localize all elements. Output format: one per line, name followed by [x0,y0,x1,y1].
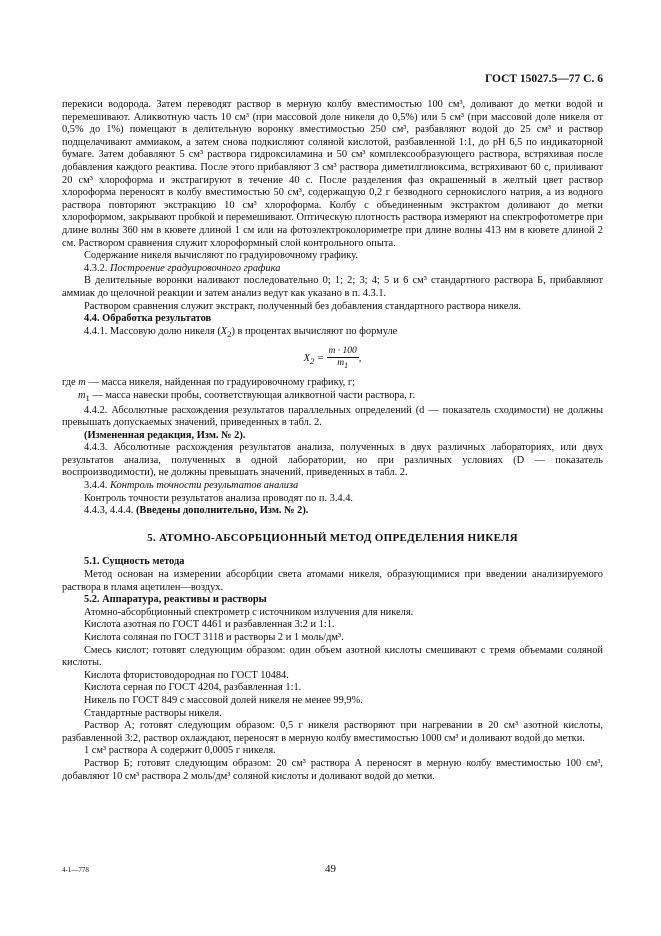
subsection-5-1-heading: 5.1. Сущность метода [84,556,185,568]
paragraph-4-4-3: 4.4.3. Абсолютные расхождения результатов анализа, полученных в двух различных лабораториях, или двух результатов анализа, полученных в одной лаборатории, но при различных условиях (D — показатель воспроизводимости), не должны превышать значений, приведенных в табл. 2. [62,442,603,479]
reagent-item: Смесь кислот; готовят следующим образом: один объем азотной кислоты смешивают с тремя объемами соляной кислоты. [62,644,603,669]
formula-denominator [327,358,359,371]
reagent-item: Атомно-абсорбционный спектрометр с источником излучения для никеля. [84,606,414,618]
subsection-3-4-4 [62,480,603,493]
symbol-m1: m [78,389,86,401]
symbol-m1-sub: 1 [85,392,90,403]
subsection-title: Построение градуировочного графика [110,262,281,274]
subsection-title: Контроль точности результатов анализа [110,480,299,492]
variable-x: X [220,325,228,337]
text-fragment: ) в процентах вычисляют по формуле [231,325,398,337]
denominator-var: m [337,358,345,369]
subsection-5-2-heading: 5.2. Аппаратура, реактивы и растворы [84,594,267,606]
where-prefix: где [62,377,79,389]
paragraph-method-principle: Метод основан на измерении абсорбции света атомами никеля, образующимися при введении анализируемого раствора в пламя ацетилен—воздух. [62,569,603,593]
formula-lhs: X [303,353,310,365]
subsection-4-4-heading: 4.4. Обработка результатов [84,313,212,325]
reagent-item: Стандартные растворы никеля. [84,707,222,719]
formula-x2 [62,346,603,371]
reagent-item: Кислота серная по ГОСТ 4204, разбавленная 1:1. [84,682,302,694]
paragraph-4-4-2: 4.4.2. Абсолютные расхождения результатов параллельных определений (d — показатель сходимости) не должны превышать допускаемых значений, приведенных в табл. 2. [62,404,603,429]
reagent-item: Кислота соляная по ГОСТ 3118 и растворы 2 и 1 моль/дм³. [84,632,344,644]
formula-equals: = [314,353,327,365]
denominator-sub: 1 [344,361,349,371]
subsection-number: 4.3.2. [84,262,108,274]
reagent-item: Никель по ГОСТ 849 с массовой долей никеля не менее 99,9%. [84,694,363,706]
paragraph-accuracy-control: Контроль точности результатов анализа проводят по п. 3.4.4. [84,492,354,504]
paragraph-4-4-1 [62,326,603,341]
where-text: — масса никеля, найденная по градуировочному графику, г; [85,377,355,389]
subsection-number: 3.4.4. [84,480,108,492]
amendment-note-2 [62,505,603,518]
amendment-note-1: (Измененная редакция, Изм. № 2). [84,429,246,441]
amendment-refs: 4.4.3, 4.4.4. [84,505,136,517]
formula-numerator: m · 100 [328,346,357,357]
paragraph-calibration: В делительные воронки наливают последовательно 0; 1; 2; 3; 4; 5 и 6 см³ стандартного раствора Б, прибавляют аммиак до щелочной реакции и затем анализ ведут как указано в п. 4.3.1. [62,275,603,299]
page-number: 49 [325,863,336,875]
page-content [62,99,603,783]
running-header: ГОСТ 15027.5—77 С. 6 [484,73,603,85]
where-text: — масса навески пробы, соответствующая аликвотной части раствора, г. [89,389,416,401]
print-code: 4-1—778 [62,866,89,874]
paragraph-reference-solution: Раствором сравнения служит экстракт, полученный без добавления стандартного раствора никеля. [84,300,521,312]
reagent-item: 1 см³ раствора А содержит 0,0005 г никеля. [84,745,276,757]
reagent-item: Раствор А; готовят следующим образом: 0,5 г никеля растворяют при нагревании в 20 см³ азотной кислоты, разбавленной 3:2, раствор охлаждают, переносят в мерную колбу вместимостью 1000 см³ и доливают водой до метки. [62,720,603,744]
paragraph-calculation-note: Содержание никеля вычисляют по градуировочному графику. [84,250,358,262]
where-line-2 [62,390,603,405]
symbol-m: m [78,377,86,389]
formula-fraction [327,346,359,371]
paragraph-extraction-procedure: перекиси водорода. Затем переводят раствор в мерную колбу вместимостью 100 см³, доливают до метки водой и перемешивают. Аликвотную часть 10 см³ (при массовой доле никеля до 0,5%) или 5 см³ (при массовой доле никеля от 0,5% до 1%) помещают в делительную воронку вместимостью 250 см³, разбавляют водой до 25 см³ и раствор подщелачивают аммиаком, а затем снова подкисляют соляной кислотой, разбавленной 1:1, до pH 6,5 по индикаторной бумаге. Затем добавляют 5 см³ раствора гидроксиламина и 50 см³ комплексообразующего раствора, встряхивая после добавления каждого реактива. После этого прибавляют 3 см³ раствора диметилглиоксима, встряхивают 60 с, приливают 20 см³ хлороформа и экстрагируют в течение 40 с. После разделения фаз окрашенный в желтый цвет раствор хлороформа переносят в колбу вместимостью 50 см³, содержащую 0,2 г безводного сернокислого натрия, а из водного раствора повторяют экстракцию 10 см³ хлороформа. Колбу с объединенным экстрактом доливают до метки хлороформом, закрывают пробкой и перемешивают. Оптическую плотность раствора измеряют на спектрофотометре при длине волны 360 нм в кювете длиной 1 см или на фотоэлектроколориметре при длине волны 413 нм в кювете длиной 2 см. Раствором сравнения служит хлороформный слой контрольного опыта. [62,99,603,249]
section-5-heading: 5. АТОМНО-АБСОРБЦИОННЫЙ МЕТОД ОПРЕДЕЛЕНИЯ НИКЕЛЯ [147,531,518,544]
amendment-text: (Введены дополнительно, Изм. № 2). [135,505,309,517]
reagent-item: Кислота фтористоводородная по ГОСТ 10484. [84,669,289,681]
formula-tail: , [358,353,362,365]
where-line-1 [62,377,603,390]
text-fragment: 4.4.1. Массовую долю никеля ( [84,325,221,337]
subscript: 2 [227,328,232,339]
subsection-4-3-2 [62,263,603,276]
reagent-item: Раствор Б; готовят следующим образом: 20 см³ раствора А переносят в мерную колбу вместимостью 100 см³, добавляют 10 см³ раствора 2 моль/дм³ соляной кислоты и доливают водой до метки. [62,757,603,782]
formula-lhs-sub: 2 [309,356,315,367]
reagent-item: Кислота азотная по ГОСТ 4461 и разбавленная 3:2 и 1:1. [84,619,335,631]
